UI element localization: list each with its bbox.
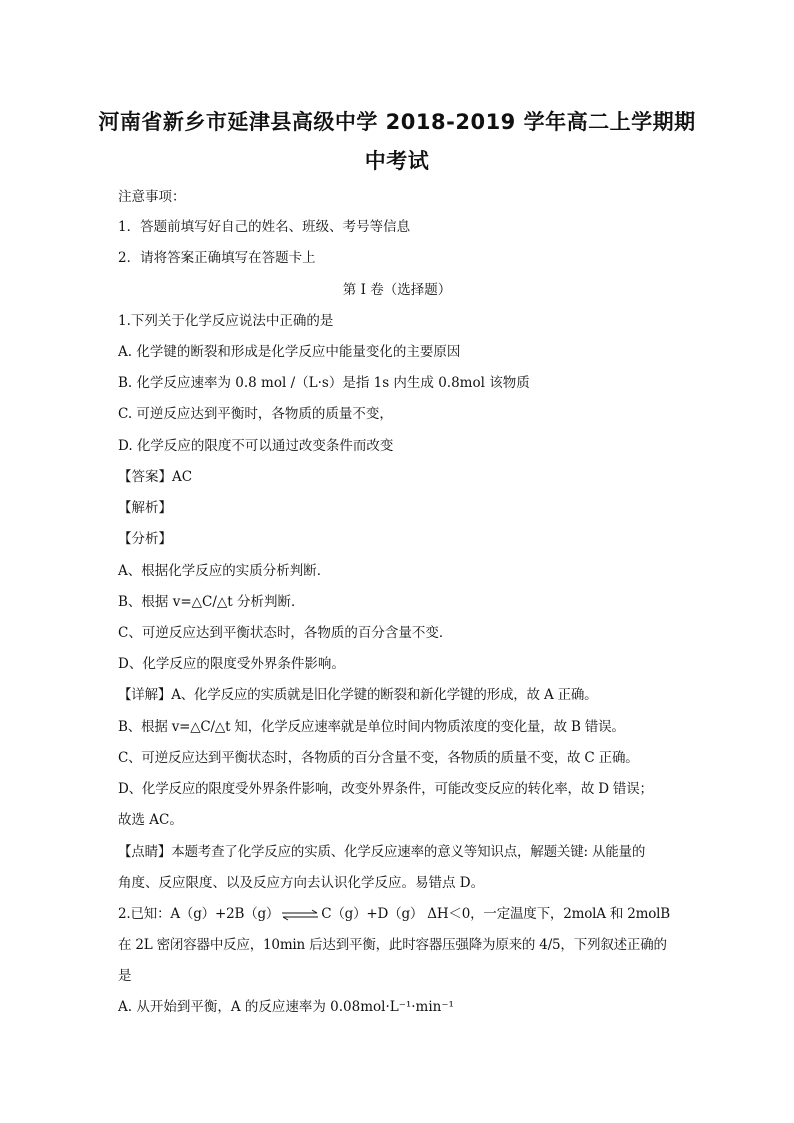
question-1-option-c: C. 可逆反应达到平衡时，各物质的质量不变， [118,406,393,422]
question-1-option-a: A. 化学键的断裂和形成是化学反应中能量变化的主要原因 [118,344,461,360]
question-1-conclusion: 故选 AC。 [118,812,183,828]
question-1-detail-c: C、可逆反应达到平衡状态时，各物质的百分含量不变，各物质的质量不变，故 C 正确。 [118,750,639,766]
question-1-answer: 【答案】AC [118,469,193,485]
page-title-line-2: 中考试 [364,149,430,173]
question-2-option-a: A. 从开始到平衡，A 的反应速率为 0.08mol·L⁻¹·min⁻¹ [118,999,454,1015]
question-1-comment-line-1: 【点睛】本题考查了化学反应的实质、化学反应速率的意义等知识点，解题关键: 从能量的 [118,844,646,860]
reversible-arrow-icon [281,909,319,921]
question-1-detail-a: 【详解】A、化学反应的实质就是旧化学键的断裂和新化学键的形成，故 A 正确。 [118,687,598,703]
question-1-detail-d: D、化学反应的限度受外界条件影响，改变外界条件，可能改变反应的转化率，故 D 错误； [118,781,653,797]
question-2-stem-line-2: 在 2L 密闭容器中反应，10min 后达到平衡，此时容器压强降为原来的 4/5，下列叙述正确的 [118,937,667,953]
question-1-fenxi-heading: 【分析】 [118,531,172,547]
question-1-comment-line-2: 角度、反应限度、以及反应方向去认识化学反应。易错点 D。 [118,875,485,891]
notice-item-2: 2．请将答案正确填写在答题卡上 [118,250,316,266]
notice-heading: 注意事项： [118,189,186,205]
question-1-option-b: B. 化学反应速率为 0.8 mol /（L·s）是指 1s 内生成 0.8mol 该物质 [118,375,530,391]
question-2-reactants: 2.已知：A（g）+2B（g） [118,906,280,922]
question-1-analysis-a: A、根据化学反应的实质分析判断． [118,563,331,579]
page-title-line-1: 河南省新乡市延津县高级中学 2018-2019 学年高二上学期期 [98,110,696,134]
question-1-analysis-d: D、化学反应的限度受外界条件影响。 [118,656,345,672]
question-1-stem: 1.下列关于化学反应说法中正确的是 [118,313,334,329]
notice-item-1: 1．答题前填写好自己的姓名、班级、考号等信息 [118,219,411,235]
question-1-analysis-c: C、可逆反应达到平衡状态时，各物质的百分含量不变． [118,625,453,641]
question-2-stem-line-1 [118,905,678,923]
question-2-products: C（g）+D（g） ΔH＜0，一定温度下，2molA 和 2molB [321,906,671,922]
question-1-analysis-b: B、根据 v=△C/△t 分析判断． [118,594,305,610]
question-2-stem-line-3: 是 [118,968,132,984]
section-heading: 第 I 卷（选择题） [342,282,452,298]
question-1-detail-b: B、根据 v=△C/△t 知，化学反应速率就是单位时间内物质浓度的变化量，故 B 错误。 [118,719,625,735]
question-1-jiexi-heading: 【解析】 [118,500,172,516]
question-1-option-d: D. 化学反应的限度不可以通过改变条件而改变 [118,438,394,454]
